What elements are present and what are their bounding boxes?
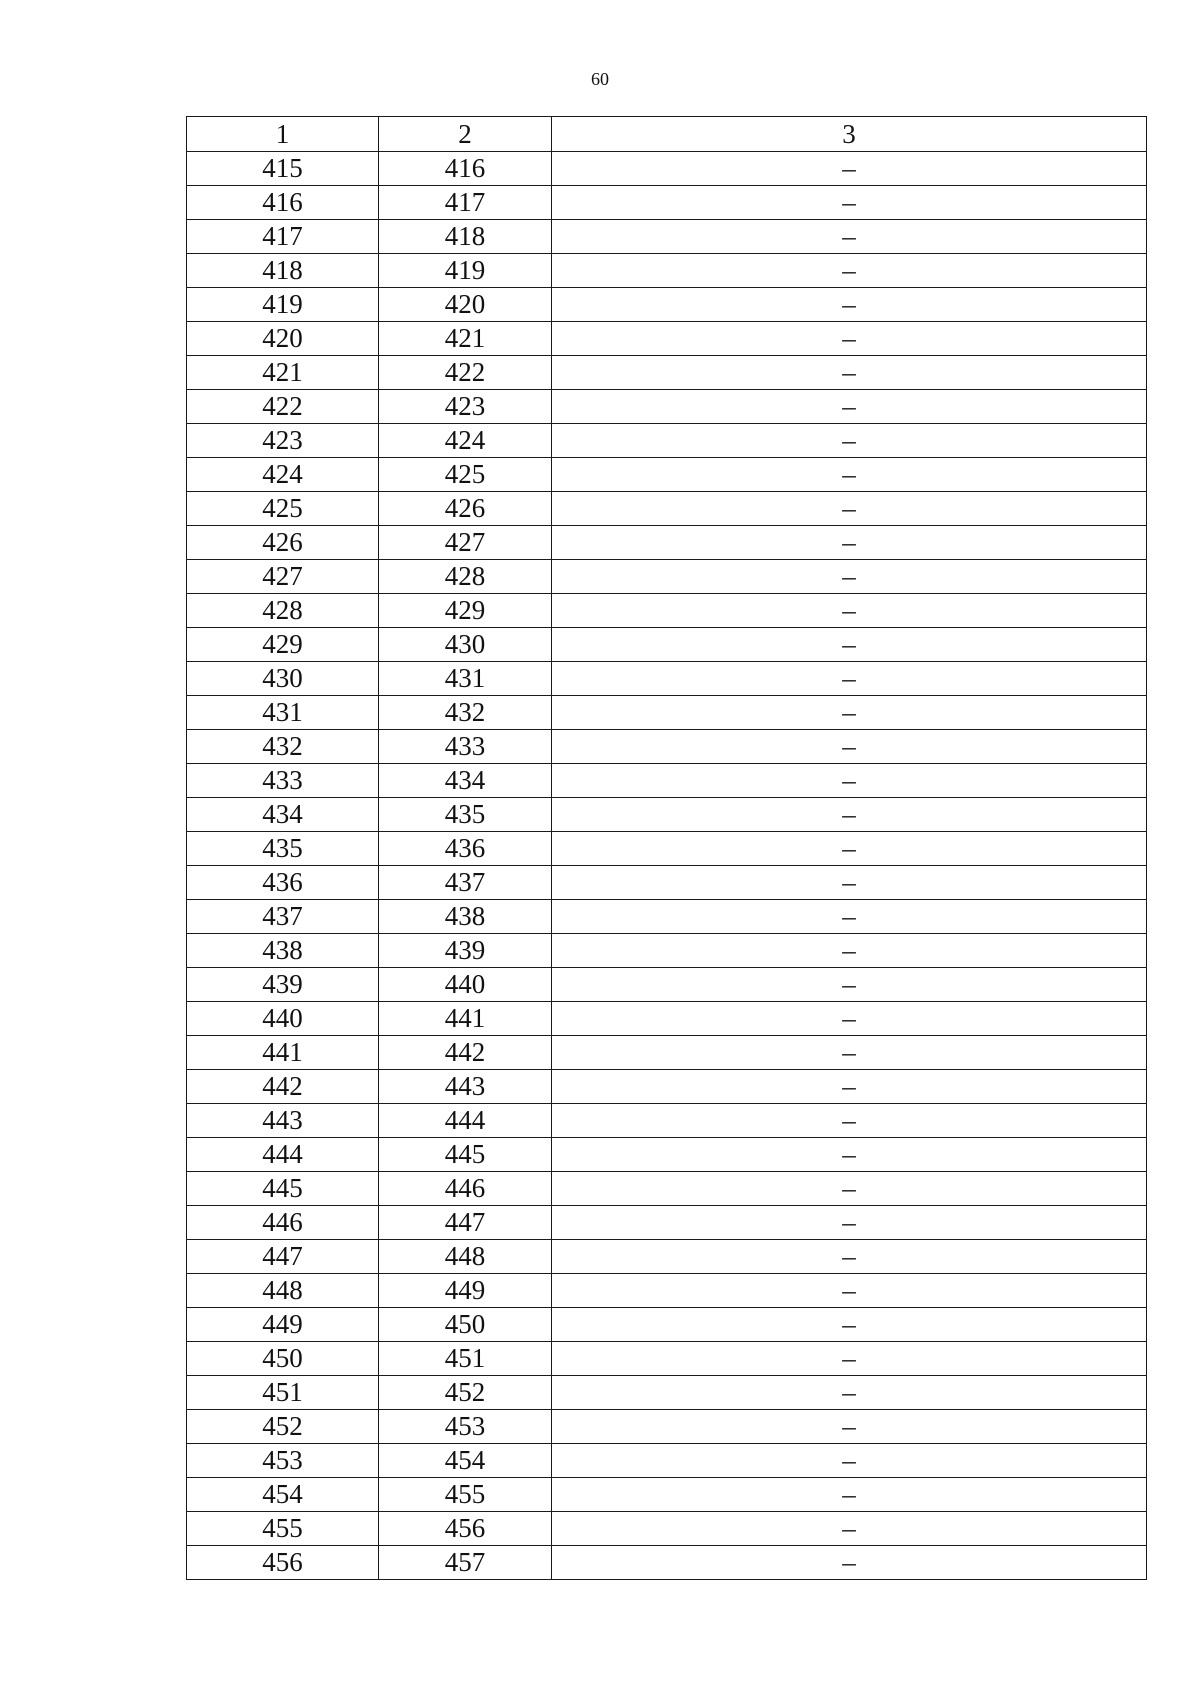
table-cell-col-2: 426 xyxy=(379,491,552,525)
table-cell-col-3: – xyxy=(552,1545,1147,1579)
table-cell-col-3: – xyxy=(552,967,1147,1001)
table-cell-col-2: 419 xyxy=(379,253,552,287)
table-row xyxy=(187,1341,1147,1375)
table-row xyxy=(187,321,1147,355)
table-cell-col-3: – xyxy=(552,1001,1147,1035)
table-row xyxy=(187,457,1147,491)
table-cell-col-1: 429 xyxy=(187,627,379,661)
table-cell-col-3: – xyxy=(552,1137,1147,1171)
table-cell-col-1: 424 xyxy=(187,457,379,491)
table-cell-col-2: 418 xyxy=(379,219,552,253)
table-row xyxy=(187,1171,1147,1205)
table-cell-col-3: – xyxy=(552,321,1147,355)
table-row xyxy=(187,763,1147,797)
table-row xyxy=(187,797,1147,831)
table-cell-col-1: 442 xyxy=(187,1069,379,1103)
table-body xyxy=(187,151,1147,1579)
table-cell-col-1: 435 xyxy=(187,831,379,865)
table-row xyxy=(187,1103,1147,1137)
table-cell-col-1: 451 xyxy=(187,1375,379,1409)
table-cell-col-3: – xyxy=(552,1171,1147,1205)
table-cell-col-1: 422 xyxy=(187,389,379,423)
table-cell-col-2: 425 xyxy=(379,457,552,491)
table-cell-col-1: 430 xyxy=(187,661,379,695)
table-cell-col-1: 441 xyxy=(187,1035,379,1069)
table-cell-col-2: 446 xyxy=(379,1171,552,1205)
table-cell-col-2: 428 xyxy=(379,559,552,593)
table-row xyxy=(187,559,1147,593)
table-row xyxy=(187,1205,1147,1239)
table-cell-col-3: – xyxy=(552,1239,1147,1273)
table-cell-col-2: 451 xyxy=(379,1341,552,1375)
table-cell-col-2: 423 xyxy=(379,389,552,423)
table-cell-col-1: 418 xyxy=(187,253,379,287)
table-cell-col-1: 448 xyxy=(187,1273,379,1307)
table-cell-col-2: 441 xyxy=(379,1001,552,1035)
table-cell-col-2: 437 xyxy=(379,865,552,899)
table-row xyxy=(187,1443,1147,1477)
table-row xyxy=(187,151,1147,185)
table-cell-col-2: 430 xyxy=(379,627,552,661)
table-cell-col-2: 433 xyxy=(379,729,552,763)
table-cell-col-3: – xyxy=(552,1409,1147,1443)
table-row xyxy=(187,1477,1147,1511)
table-cell-col-2: 447 xyxy=(379,1205,552,1239)
table-cell-col-1: 421 xyxy=(187,355,379,389)
table-cell-col-1: 423 xyxy=(187,423,379,457)
table-row xyxy=(187,219,1147,253)
table-row xyxy=(187,627,1147,661)
table-cell-col-3: – xyxy=(552,933,1147,967)
table-cell-col-3: – xyxy=(552,1273,1147,1307)
table-cell-col-2: 439 xyxy=(379,933,552,967)
table-cell-col-1: 425 xyxy=(187,491,379,525)
table-cell-col-3: – xyxy=(552,1477,1147,1511)
table-cell-col-2: 435 xyxy=(379,797,552,831)
table-cell-col-1: 452 xyxy=(187,1409,379,1443)
table-cell-col-2: 445 xyxy=(379,1137,552,1171)
table-cell-col-3: – xyxy=(552,1035,1147,1069)
table-cell-col-2: 422 xyxy=(379,355,552,389)
table-cell-col-3: – xyxy=(552,559,1147,593)
table-cell-col-1: 454 xyxy=(187,1477,379,1511)
table-cell-col-3: – xyxy=(552,185,1147,219)
table-cell-col-2: 453 xyxy=(379,1409,552,1443)
table-cell-col-3: – xyxy=(552,151,1147,185)
table-cell-col-3: – xyxy=(552,627,1147,661)
table-cell-col-1: 447 xyxy=(187,1239,379,1273)
table-cell-col-1: 449 xyxy=(187,1307,379,1341)
table-header xyxy=(187,117,1147,152)
table-cell-col-3: – xyxy=(552,1341,1147,1375)
table-cell-col-1: 438 xyxy=(187,933,379,967)
column-header-3: 3 xyxy=(552,117,1147,152)
table-cell-col-1: 427 xyxy=(187,559,379,593)
table-cell-col-3: – xyxy=(552,423,1147,457)
table-cell-col-3: – xyxy=(552,1307,1147,1341)
table-cell-col-3: – xyxy=(552,287,1147,321)
table-row xyxy=(187,423,1147,457)
table-cell-col-2: 420 xyxy=(379,287,552,321)
table-cell-col-1: 445 xyxy=(187,1171,379,1205)
table-row xyxy=(187,1001,1147,1035)
table-row xyxy=(187,933,1147,967)
table-cell-col-2: 440 xyxy=(379,967,552,1001)
table-cell-col-3: – xyxy=(552,1443,1147,1477)
table-cell-col-2: 456 xyxy=(379,1511,552,1545)
table-cell-col-1: 419 xyxy=(187,287,379,321)
table-cell-col-1: 444 xyxy=(187,1137,379,1171)
table-cell-col-2: 421 xyxy=(379,321,552,355)
table-row xyxy=(187,355,1147,389)
table-cell-col-3: – xyxy=(552,899,1147,933)
table-cell-col-2: 436 xyxy=(379,831,552,865)
data-table xyxy=(186,116,1147,1580)
table-cell-col-2: 438 xyxy=(379,899,552,933)
table-cell-col-2: 442 xyxy=(379,1035,552,1069)
table-row xyxy=(187,899,1147,933)
table-cell-col-1: 433 xyxy=(187,763,379,797)
table-cell-col-1: 446 xyxy=(187,1205,379,1239)
table-cell-col-1: 455 xyxy=(187,1511,379,1545)
table-cell-col-2: 417 xyxy=(379,185,552,219)
table-row xyxy=(187,593,1147,627)
table-cell-col-2: 424 xyxy=(379,423,552,457)
table-cell-col-3: – xyxy=(552,1375,1147,1409)
table-row xyxy=(187,287,1147,321)
table-cell-col-1: 450 xyxy=(187,1341,379,1375)
table-cell-col-1: 443 xyxy=(187,1103,379,1137)
table-cell-col-3: – xyxy=(552,831,1147,865)
table-row xyxy=(187,1375,1147,1409)
table-cell-col-1: 432 xyxy=(187,729,379,763)
table-cell-col-3: – xyxy=(552,661,1147,695)
table-cell-col-2: 416 xyxy=(379,151,552,185)
header-row xyxy=(187,117,1147,152)
column-header-1: 1 xyxy=(187,117,379,152)
table-row xyxy=(187,1069,1147,1103)
table-cell-col-3: – xyxy=(552,253,1147,287)
table-row xyxy=(187,1511,1147,1545)
page-number: 60 xyxy=(591,69,609,89)
table-cell-col-2: 457 xyxy=(379,1545,552,1579)
table-cell-col-1: 431 xyxy=(187,695,379,729)
table-cell-col-1: 426 xyxy=(187,525,379,559)
table-cell-col-3: – xyxy=(552,389,1147,423)
table-cell-col-2: 455 xyxy=(379,1477,552,1511)
table-cell-col-2: 448 xyxy=(379,1239,552,1273)
table-cell-col-2: 431 xyxy=(379,661,552,695)
table-cell-col-2: 443 xyxy=(379,1069,552,1103)
table-cell-col-3: – xyxy=(552,1103,1147,1137)
table-row xyxy=(187,1273,1147,1307)
table-row xyxy=(187,1137,1147,1171)
table-row xyxy=(187,831,1147,865)
table-cell-col-1: 436 xyxy=(187,865,379,899)
table-cell-col-1: 437 xyxy=(187,899,379,933)
table-cell-col-3: – xyxy=(552,865,1147,899)
table-cell-col-3: – xyxy=(552,797,1147,831)
table-cell-col-2: 432 xyxy=(379,695,552,729)
table-cell-col-1: 439 xyxy=(187,967,379,1001)
table-cell-col-3: – xyxy=(552,457,1147,491)
table-cell-col-1: 415 xyxy=(187,151,379,185)
table-row xyxy=(187,1035,1147,1069)
table-cell-col-3: – xyxy=(552,491,1147,525)
table-cell-col-1: 428 xyxy=(187,593,379,627)
table-row xyxy=(187,695,1147,729)
table-cell-col-3: – xyxy=(552,1511,1147,1545)
table-cell-col-1: 453 xyxy=(187,1443,379,1477)
table-cell-col-1: 440 xyxy=(187,1001,379,1035)
table-cell-col-2: 444 xyxy=(379,1103,552,1137)
table-row xyxy=(187,1307,1147,1341)
table-cell-col-2: 427 xyxy=(379,525,552,559)
table-row xyxy=(187,389,1147,423)
table-cell-col-3: – xyxy=(552,1205,1147,1239)
table-cell-col-1: 420 xyxy=(187,321,379,355)
table-cell-col-1: 416 xyxy=(187,185,379,219)
table-row xyxy=(187,967,1147,1001)
table-row xyxy=(187,185,1147,219)
table-cell-col-3: – xyxy=(552,1069,1147,1103)
table-row xyxy=(187,661,1147,695)
table-cell-col-3: – xyxy=(552,355,1147,389)
table-cell-col-3: – xyxy=(552,763,1147,797)
table-cell-col-2: 429 xyxy=(379,593,552,627)
table-cell-col-2: 452 xyxy=(379,1375,552,1409)
table-row xyxy=(187,1545,1147,1579)
table-row xyxy=(187,525,1147,559)
table-cell-col-2: 449 xyxy=(379,1273,552,1307)
table-cell-col-3: – xyxy=(552,593,1147,627)
table-cell-col-3: – xyxy=(552,525,1147,559)
table-cell-col-2: 454 xyxy=(379,1443,552,1477)
table-cell-col-3: – xyxy=(552,729,1147,763)
table-row xyxy=(187,729,1147,763)
column-header-2: 2 xyxy=(379,117,552,152)
table-row xyxy=(187,1409,1147,1443)
table-cell-col-3: – xyxy=(552,695,1147,729)
table-row xyxy=(187,865,1147,899)
table-row xyxy=(187,1239,1147,1273)
table-cell-col-1: 434 xyxy=(187,797,379,831)
table-cell-col-2: 450 xyxy=(379,1307,552,1341)
table-cell-col-1: 456 xyxy=(187,1545,379,1579)
table-row xyxy=(187,253,1147,287)
table-cell-col-3: – xyxy=(552,219,1147,253)
table-cell-col-1: 417 xyxy=(187,219,379,253)
table-cell-col-2: 434 xyxy=(379,763,552,797)
table-row xyxy=(187,491,1147,525)
